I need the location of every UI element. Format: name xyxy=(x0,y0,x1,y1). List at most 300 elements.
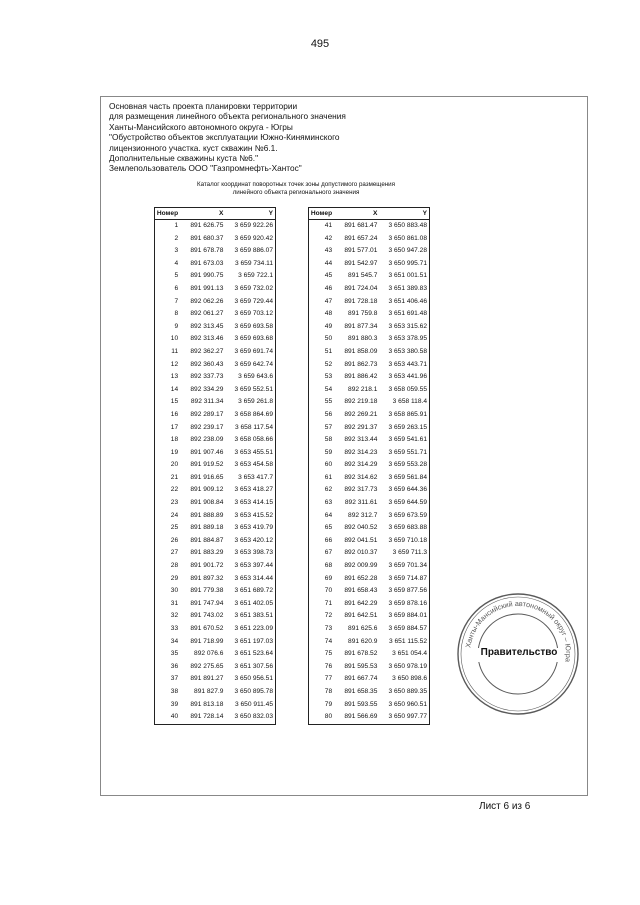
table-row xyxy=(155,308,276,321)
point-number-cell: 27 xyxy=(170,549,179,557)
header-line: Основная часть проекта планировки территории xyxy=(109,101,298,111)
x-coordinate-cell: 891 916.65 xyxy=(190,473,224,481)
x-coordinate-cell: 891 626.75 xyxy=(190,222,224,229)
x-coordinate-cell: 891 883.29 xyxy=(190,549,224,557)
x-coordinate-cell: 891 862.73 xyxy=(344,360,378,368)
y-coordinate-cell: 3 659 710.18 xyxy=(388,536,427,544)
table-row xyxy=(309,484,430,497)
point-number-cell: 12 xyxy=(170,360,179,368)
point-number-cell: 26 xyxy=(170,536,179,544)
point-number-cell: 1 xyxy=(174,222,179,229)
y-coordinate-cell: 3 658 864.69 xyxy=(234,410,273,418)
point-number-cell: 29 xyxy=(170,574,179,582)
table-row xyxy=(155,371,276,384)
table-row xyxy=(309,510,430,523)
table-row xyxy=(155,296,276,309)
point-number-cell: 66 xyxy=(324,536,333,544)
x-coordinate-cell: 892 311.61 xyxy=(344,499,378,507)
table-row xyxy=(155,233,276,246)
point-number-cell: 47 xyxy=(324,297,333,305)
y-coordinate-cell: 3 650 883.48 xyxy=(388,222,427,229)
x-coordinate-cell: 892 041.51 xyxy=(344,536,378,544)
column-header-number: Номер xyxy=(155,208,181,220)
y-coordinate-cell: 3 651 402.05 xyxy=(234,599,273,607)
caption-line: Каталог координат поворотных точек зоны допустимого размещения xyxy=(197,181,395,188)
table-row xyxy=(155,459,276,472)
x-coordinate-cell: 892 218.1 xyxy=(348,385,378,393)
x-coordinate-cell: 891 990.75 xyxy=(190,272,224,280)
y-coordinate-cell: 3 651 523.64 xyxy=(234,650,273,658)
table-row xyxy=(155,396,276,409)
table-row xyxy=(309,434,430,447)
x-coordinate-cell: 891 678.78 xyxy=(190,247,224,255)
table-row xyxy=(155,661,276,674)
y-coordinate-cell: 3 650 889.35 xyxy=(388,687,427,695)
point-number-cell: 74 xyxy=(324,637,333,645)
x-coordinate-cell: 891 901.72 xyxy=(190,562,224,570)
table-row xyxy=(155,573,276,586)
point-number-cell: 21 xyxy=(170,473,179,481)
point-number-cell: 2 xyxy=(174,234,179,242)
table-row xyxy=(309,636,430,649)
x-coordinate-cell: 891 827.9 xyxy=(194,687,224,695)
table-row xyxy=(155,522,276,535)
table-row xyxy=(155,333,276,346)
y-coordinate-cell: 3 651 001.51 xyxy=(388,272,427,280)
header-line: Дополнительные скважины куста №6." xyxy=(109,153,259,164)
x-coordinate-cell: 891 886.42 xyxy=(344,373,378,381)
seal-center-text: Правительство xyxy=(480,647,558,658)
table-row xyxy=(309,623,430,636)
x-coordinate-cell: 892 313.46 xyxy=(190,335,224,343)
table-row xyxy=(309,686,430,699)
point-number-cell: 17 xyxy=(170,423,179,431)
y-coordinate-cell: 3 659 263.15 xyxy=(388,423,427,431)
x-coordinate-cell: 892 040.52 xyxy=(344,524,378,532)
table-row xyxy=(155,409,276,422)
x-coordinate-cell: 891 724.04 xyxy=(344,284,378,292)
x-coordinate-cell: 891 779.38 xyxy=(190,587,224,595)
table-row xyxy=(309,497,430,510)
point-number-cell: 33 xyxy=(170,625,179,632)
x-coordinate-cell: 892 360.43 xyxy=(190,360,224,368)
x-coordinate-cell: 892 314.23 xyxy=(344,448,378,456)
y-coordinate-cell: 3 651 389.83 xyxy=(388,284,427,292)
y-coordinate-cell: 3 653 397.44 xyxy=(234,562,273,570)
y-coordinate-cell: 3 659 693.68 xyxy=(234,335,273,343)
y-coordinate-cell: 3 659 711.3 xyxy=(392,549,427,557)
y-coordinate-cell: 3 650 911.45 xyxy=(234,700,273,708)
table-row xyxy=(155,484,276,497)
point-number-cell: 6 xyxy=(174,284,179,292)
x-coordinate-cell: 891 718.99 xyxy=(190,637,224,645)
point-number-cell: 5 xyxy=(174,272,179,280)
point-number-cell: 28 xyxy=(170,562,179,570)
x-coordinate-cell: 891 889.18 xyxy=(190,524,224,532)
y-coordinate-cell: 3 651 054.4 xyxy=(392,650,427,658)
table-row xyxy=(155,686,276,699)
point-number-cell: 57 xyxy=(324,423,333,431)
x-coordinate-cell: 892 314.62 xyxy=(344,473,378,481)
table-row xyxy=(309,283,430,296)
point-number-cell: 55 xyxy=(324,398,333,406)
y-coordinate-cell: 3 659 701.34 xyxy=(388,562,427,570)
table-row xyxy=(309,447,430,460)
point-number-cell: 44 xyxy=(324,259,333,267)
header-line: Землепользователь ООО "Газпромнефть-Хантос" xyxy=(109,163,302,174)
table-row xyxy=(309,258,430,271)
x-coordinate-cell: 891 657.24 xyxy=(344,234,378,242)
point-number-cell: 13 xyxy=(170,373,179,381)
point-number-cell: 39 xyxy=(170,700,179,708)
coordinates-table-right xyxy=(308,207,430,725)
point-number-cell: 36 xyxy=(170,662,179,670)
point-number-cell: 31 xyxy=(170,599,179,607)
x-coordinate-cell: 891 880.3 xyxy=(348,335,378,343)
official-seal xyxy=(456,592,580,716)
point-number-cell: 67 xyxy=(324,549,333,557)
table-row xyxy=(155,497,276,510)
y-coordinate-cell: 3 659 729.44 xyxy=(234,297,273,305)
y-coordinate-cell: 3 650 978.19 xyxy=(388,662,427,670)
y-coordinate-cell: 3 659 922.26 xyxy=(234,222,273,229)
point-number-cell: 79 xyxy=(324,700,333,708)
point-number-cell: 61 xyxy=(324,473,333,481)
x-coordinate-cell: 891 728.18 xyxy=(344,297,378,305)
y-coordinate-cell: 3 651 197.03 xyxy=(234,637,273,645)
y-coordinate-cell: 3 659 644.59 xyxy=(388,499,427,507)
y-coordinate-cell: 3 650 956.51 xyxy=(234,675,273,683)
x-coordinate-cell: 891 670.52 xyxy=(190,625,224,632)
x-coordinate-cell: 891 884.87 xyxy=(190,536,224,544)
table-row xyxy=(309,333,430,346)
y-coordinate-cell: 3 659 551.71 xyxy=(388,448,427,456)
table-row xyxy=(309,270,430,283)
y-coordinate-cell: 3 659 732.02 xyxy=(234,284,273,292)
y-coordinate-cell: 3 651 383.51 xyxy=(234,612,273,620)
point-number-cell: 14 xyxy=(170,385,179,393)
x-coordinate-cell: 891 545.7 xyxy=(348,272,378,280)
column-header-number: Номер xyxy=(309,208,335,220)
point-number-cell: 22 xyxy=(170,486,179,494)
table-row xyxy=(155,636,276,649)
x-coordinate-cell: 892 313.45 xyxy=(190,322,224,330)
point-number-cell: 80 xyxy=(324,713,333,721)
y-coordinate-cell: 3 653 441.96 xyxy=(388,373,427,381)
point-number-cell: 62 xyxy=(324,486,333,494)
y-coordinate-cell: 3 653 414.15 xyxy=(234,499,273,507)
x-coordinate-cell: 892 317.73 xyxy=(344,486,378,494)
point-number-cell: 35 xyxy=(170,650,179,658)
y-coordinate-cell: 3 659 683.88 xyxy=(388,524,427,532)
x-coordinate-cell: 891 642.51 xyxy=(344,612,378,620)
table-row xyxy=(309,308,430,321)
y-coordinate-cell: 3 659 673.59 xyxy=(388,511,427,519)
y-coordinate-cell: 3 659 714.87 xyxy=(388,574,427,582)
x-coordinate-cell: 891 908.84 xyxy=(190,499,224,507)
table-row xyxy=(155,610,276,623)
point-number-cell: 71 xyxy=(324,599,333,607)
table-row xyxy=(309,560,430,573)
table-row xyxy=(155,245,276,258)
x-coordinate-cell: 891 678.52 xyxy=(344,650,378,658)
point-number-cell: 58 xyxy=(324,436,333,444)
point-number-cell: 42 xyxy=(324,234,333,242)
y-coordinate-cell: 3 659 734.11 xyxy=(234,259,273,267)
y-coordinate-cell: 3 653 419.79 xyxy=(234,524,273,532)
point-number-cell: 32 xyxy=(170,612,179,620)
y-coordinate-cell: 3 650 995.71 xyxy=(388,259,427,267)
point-number-cell: 16 xyxy=(170,410,179,418)
point-number-cell: 45 xyxy=(324,272,333,280)
point-number-cell: 77 xyxy=(324,675,333,683)
y-coordinate-cell: 3 659 552.51 xyxy=(234,385,273,393)
x-coordinate-cell: 892 219.18 xyxy=(344,398,378,406)
x-coordinate-cell: 892 076.6 xyxy=(194,650,224,658)
point-number-cell: 15 xyxy=(170,398,179,406)
x-coordinate-cell: 892 337.73 xyxy=(190,373,224,381)
column-header-y: Y xyxy=(379,208,429,220)
point-number-cell: 59 xyxy=(324,448,333,456)
table-row xyxy=(155,346,276,359)
x-coordinate-cell: 891 542.97 xyxy=(344,259,378,267)
point-number-cell: 34 xyxy=(170,637,179,645)
y-coordinate-cell: 3 650 960.51 xyxy=(388,700,427,708)
x-coordinate-cell: 891 652.28 xyxy=(344,574,378,582)
x-coordinate-cell: 892 289.17 xyxy=(190,410,224,418)
x-coordinate-cell: 891 667.74 xyxy=(344,675,378,683)
table-row xyxy=(309,371,430,384)
table-row xyxy=(155,623,276,636)
x-coordinate-cell: 891 566.69 xyxy=(344,713,378,721)
table-row xyxy=(309,711,430,724)
y-coordinate-cell: 3 659 541.61 xyxy=(388,436,427,444)
point-number-cell: 49 xyxy=(324,322,333,330)
y-coordinate-cell: 3 659 642.74 xyxy=(234,360,273,368)
x-coordinate-cell: 891 625.6 xyxy=(348,625,378,632)
table-row xyxy=(309,321,430,334)
x-coordinate-cell: 892 062.26 xyxy=(190,297,224,305)
point-number-cell: 37 xyxy=(170,675,179,683)
point-number-cell: 9 xyxy=(174,322,179,330)
table-row xyxy=(309,396,430,409)
point-number-cell: 3 xyxy=(174,247,179,255)
point-number-cell: 54 xyxy=(324,385,333,393)
point-number-cell: 25 xyxy=(170,524,179,532)
y-coordinate-cell: 3 659 877.56 xyxy=(388,587,427,595)
x-coordinate-cell: 891 673.03 xyxy=(190,259,224,267)
table-row xyxy=(155,258,276,271)
point-number-cell: 11 xyxy=(171,347,179,355)
table-row xyxy=(155,321,276,334)
point-number-cell: 52 xyxy=(324,360,333,368)
x-coordinate-cell: 892 269.21 xyxy=(344,410,378,418)
x-coordinate-cell: 892 313.44 xyxy=(344,436,378,444)
table-row xyxy=(155,447,276,460)
point-number-cell: 60 xyxy=(324,461,333,469)
y-coordinate-cell: 3 650 861.08 xyxy=(388,234,427,242)
x-coordinate-cell: 891 595.53 xyxy=(344,662,378,670)
x-coordinate-cell: 892 239.17 xyxy=(190,423,224,431)
y-coordinate-cell: 3 659 644.36 xyxy=(388,486,427,494)
catalog-caption xyxy=(161,181,431,197)
table-row xyxy=(155,547,276,560)
y-coordinate-cell: 3 651 223.09 xyxy=(234,625,273,632)
x-coordinate-cell: 892 010.37 xyxy=(344,549,378,557)
y-coordinate-cell: 3 651 689.72 xyxy=(234,587,273,595)
y-coordinate-cell: 3 653 378.95 xyxy=(388,335,427,343)
table-row xyxy=(309,472,430,485)
y-coordinate-cell: 3 650 832.03 xyxy=(234,713,273,721)
x-coordinate-cell: 891 747.94 xyxy=(190,599,224,607)
y-coordinate-cell: 3 653 454.58 xyxy=(234,461,273,469)
point-number-cell: 53 xyxy=(324,373,333,381)
x-coordinate-cell: 891 593.55 xyxy=(344,700,378,708)
document-header xyxy=(109,101,439,174)
column-header-x: X xyxy=(334,208,379,220)
table-row xyxy=(155,598,276,611)
y-coordinate-cell: 3 658 117.54 xyxy=(234,423,273,431)
point-number-cell: 19 xyxy=(170,448,179,456)
point-number-cell: 64 xyxy=(324,511,333,519)
table-row xyxy=(309,522,430,535)
y-coordinate-cell: 3 653 415.52 xyxy=(234,511,273,519)
table-row xyxy=(309,699,430,712)
x-coordinate-cell: 891 919.52 xyxy=(190,461,224,469)
y-coordinate-cell: 3 653 398.73 xyxy=(234,549,273,557)
point-number-cell: 8 xyxy=(174,310,179,318)
y-coordinate-cell: 3 658 059.55 xyxy=(388,385,427,393)
x-coordinate-cell: 891 891.27 xyxy=(190,675,224,683)
table-row xyxy=(309,296,430,309)
header-line: Ханты-Мансийского автономного округа - Югры xyxy=(109,121,293,132)
x-coordinate-cell: 891 577.01 xyxy=(344,247,378,255)
point-number-cell: 73 xyxy=(324,625,333,632)
point-number-cell: 70 xyxy=(324,587,333,595)
x-coordinate-cell: 892 061.27 xyxy=(190,310,224,318)
y-coordinate-cell: 3 653 380.58 xyxy=(388,347,427,355)
point-number-cell: 75 xyxy=(324,650,333,658)
y-coordinate-cell: 3 659 878.16 xyxy=(388,599,427,607)
table-row xyxy=(309,245,430,258)
y-coordinate-cell: 3 658 865.91 xyxy=(388,410,427,418)
point-number-cell: 30 xyxy=(170,587,179,595)
table-row xyxy=(309,648,430,661)
y-coordinate-cell: 3 653 417.7 xyxy=(238,473,273,481)
table-row xyxy=(309,661,430,674)
x-coordinate-cell: 892 009.99 xyxy=(344,562,378,570)
y-coordinate-cell: 3 650 997.77 xyxy=(388,713,427,721)
x-coordinate-cell: 891 813.18 xyxy=(190,700,224,708)
header-line: "Обустройство объектов эксплуатации Южно-Киняминского xyxy=(109,132,340,143)
y-coordinate-cell: 3 653 455.51 xyxy=(234,448,273,456)
table-row xyxy=(155,560,276,573)
point-number-cell: 38 xyxy=(170,687,179,695)
point-number-cell: 72 xyxy=(324,612,333,620)
table-row xyxy=(155,220,276,233)
y-coordinate-cell: 3 651 691.48 xyxy=(388,310,427,318)
table-row xyxy=(155,673,276,686)
table-row xyxy=(309,585,430,598)
point-number-cell: 50 xyxy=(324,335,333,343)
x-coordinate-cell: 892 314.29 xyxy=(344,461,378,469)
table-row xyxy=(309,422,430,435)
table-row xyxy=(309,573,430,586)
y-coordinate-cell: 3 659 553.28 xyxy=(388,461,427,469)
x-coordinate-cell: 891 909.12 xyxy=(190,486,224,494)
table-row xyxy=(155,384,276,397)
table-row xyxy=(309,346,430,359)
point-number-cell: 4 xyxy=(174,259,179,267)
point-number-cell: 51 xyxy=(324,347,333,355)
x-coordinate-cell: 891 877.34 xyxy=(344,322,378,330)
y-coordinate-cell: 3 659 703.12 xyxy=(234,310,273,318)
x-coordinate-cell: 891 907.46 xyxy=(190,448,224,456)
y-coordinate-cell: 3 659 693.58 xyxy=(234,322,273,330)
point-number-cell: 20 xyxy=(170,461,179,469)
x-coordinate-cell: 891 681.47 xyxy=(344,222,378,229)
column-header-x: X xyxy=(180,208,225,220)
y-coordinate-cell: 3 659 561.84 xyxy=(388,473,427,481)
y-coordinate-cell: 3 659 643.6 xyxy=(238,373,273,381)
point-number-cell: 41 xyxy=(324,222,333,229)
x-coordinate-cell: 892 291.37 xyxy=(344,423,378,431)
point-number-cell: 76 xyxy=(324,662,333,670)
y-coordinate-cell: 3 659 920.42 xyxy=(234,234,273,242)
x-coordinate-cell: 891 897.32 xyxy=(190,574,224,582)
y-coordinate-cell: 3 650 898.6 xyxy=(392,675,427,683)
point-number-cell: 40 xyxy=(170,713,179,721)
caption-line: линейного объекта регионального значения xyxy=(232,189,360,196)
point-number-cell: 48 xyxy=(324,310,333,318)
sheet-label: Лист 6 из 6 xyxy=(479,801,531,812)
y-coordinate-cell: 3 653 420.12 xyxy=(234,536,273,544)
page-number: 495 xyxy=(310,38,330,50)
x-coordinate-cell: 892 238.09 xyxy=(190,436,224,444)
table-row xyxy=(309,598,430,611)
x-coordinate-cell: 891 888.89 xyxy=(190,511,224,519)
table-row xyxy=(309,547,430,560)
table-row xyxy=(155,648,276,661)
y-coordinate-cell: 3 651 115.52 xyxy=(388,637,427,645)
table-row xyxy=(309,384,430,397)
y-coordinate-cell: 3 659 722.1 xyxy=(238,272,273,280)
point-number-cell: 65 xyxy=(324,524,333,532)
y-coordinate-cell: 3 659 691.74 xyxy=(234,347,273,355)
table-row xyxy=(309,220,430,233)
x-coordinate-cell: 891 658.35 xyxy=(344,687,378,695)
header-line: для размещения линейного объекта регионального значения xyxy=(109,111,346,122)
point-number-cell: 18 xyxy=(170,436,179,444)
y-coordinate-cell: 3 658 058.66 xyxy=(234,436,273,444)
column-header-y: Y xyxy=(225,208,275,220)
y-coordinate-cell: 3 653 443.71 xyxy=(388,360,427,368)
x-coordinate-cell: 892 362.27 xyxy=(190,347,224,355)
y-coordinate-cell: 3 653 418.27 xyxy=(234,486,273,494)
point-number-cell: 24 xyxy=(170,511,179,519)
table-row xyxy=(155,283,276,296)
x-coordinate-cell: 892 275.65 xyxy=(190,662,224,670)
table-row xyxy=(155,711,276,724)
table-row xyxy=(155,585,276,598)
y-coordinate-cell: 3 653 314.44 xyxy=(234,574,273,582)
table-row xyxy=(155,434,276,447)
point-number-cell: 43 xyxy=(324,247,333,255)
table-row xyxy=(309,673,430,686)
x-coordinate-cell: 891 620.9 xyxy=(348,637,378,645)
y-coordinate-cell: 3 650 947.28 xyxy=(388,247,427,255)
table-row xyxy=(155,472,276,485)
